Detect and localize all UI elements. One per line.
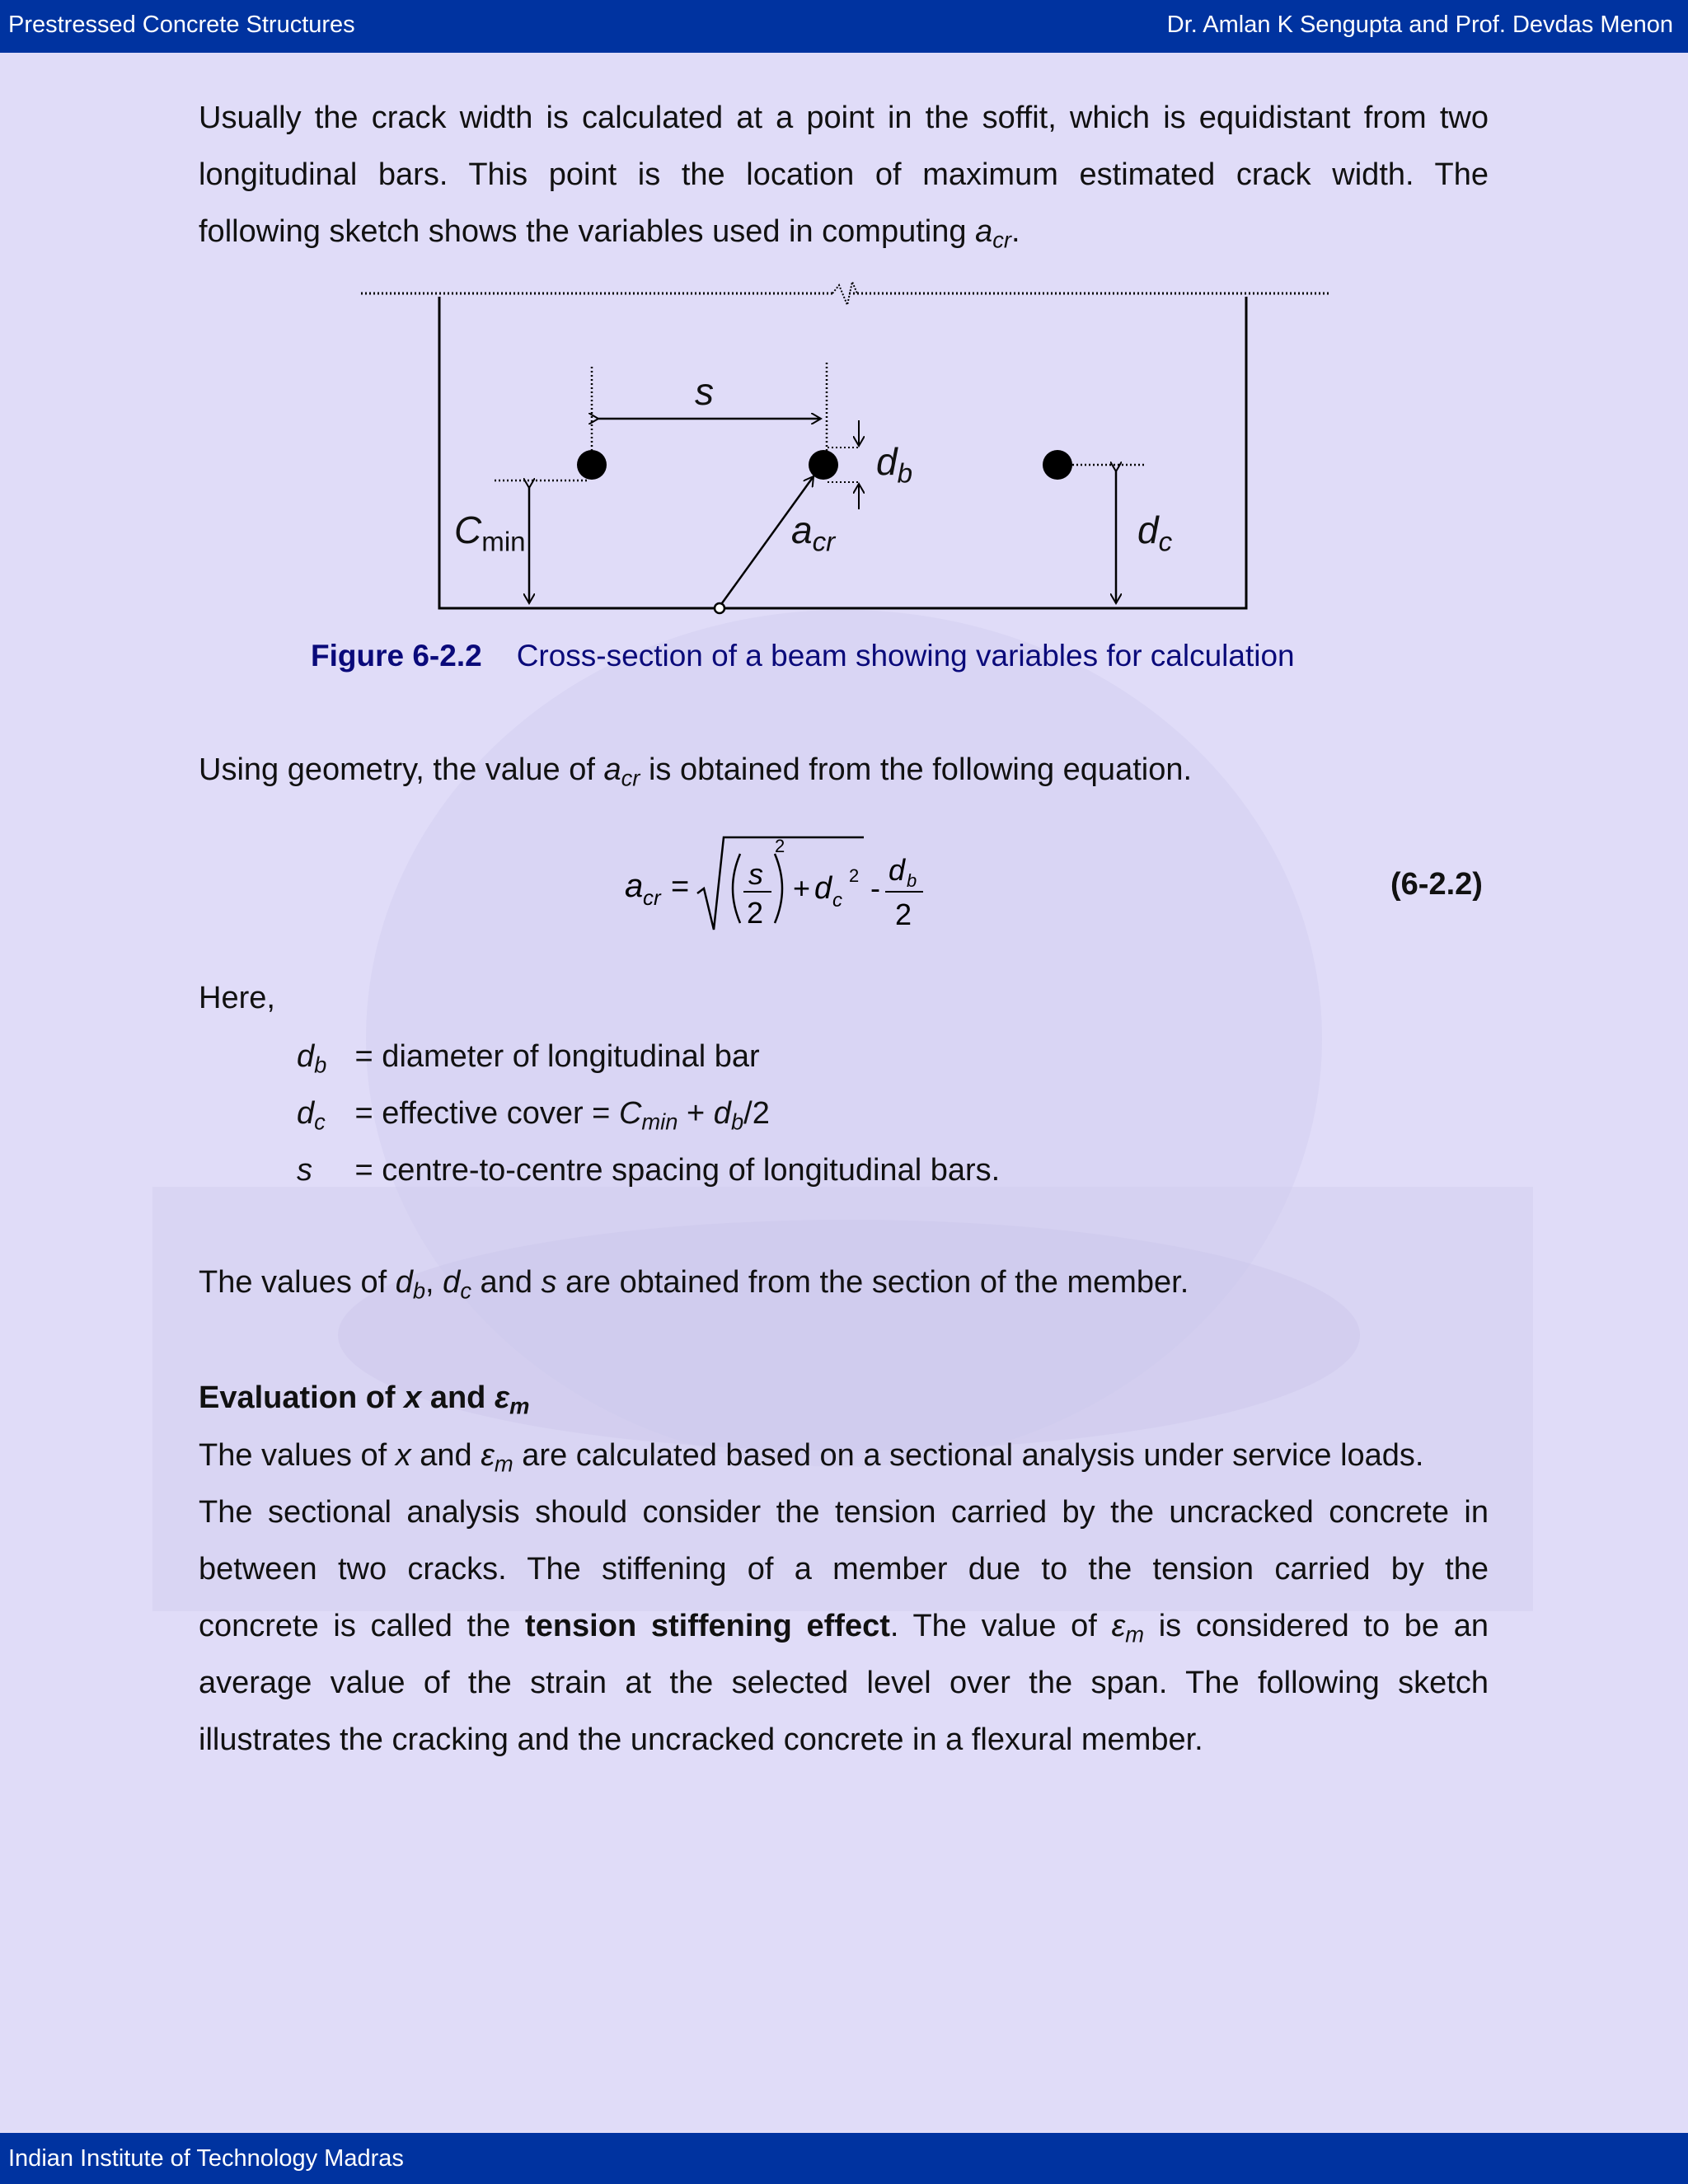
svg-text:-: -	[870, 871, 880, 905]
def-dc: $d_c$ = effective cover = $C_{min} + d_b/2$	[297, 1096, 770, 1135]
intro-line-1: Usually the crack width is calculated at a point in the soffit, which is equidistant from two	[199, 101, 1489, 135]
para4-line-2: The sectional analysis should consider the tension carried by the uncracked concrete in	[199, 1495, 1489, 1530]
intro-paragraph	[199, 90, 1489, 260]
def-db: $d_b$ = diameter of longitudinal bar	[297, 1039, 760, 1078]
svg-text:b: b	[907, 870, 917, 891]
page-footer	[0, 2133, 1688, 2184]
svg-text:cr: cr	[643, 885, 661, 910]
geometry-sentence: Using geometry, the value of $a_{cr}$ is obtained from the following equation.	[199, 752, 1193, 791]
bar-middle	[809, 450, 838, 480]
equation-number: (6-2.2)	[1390, 867, 1483, 902]
values-sentence: The values of $d_b$, $d_c$ and s are obtained from the section of the member.	[199, 1265, 1189, 1304]
header-course-title: Prestressed Concrete Structures	[8, 12, 355, 38]
footer-institute: Indian Institute of Technology Madras	[8, 2145, 404, 2172]
para4-line-1: The values of x and $\varepsilon_m$ are calculated based on a sectional analysis under service loads.	[199, 1438, 1424, 1477]
tension-stiffening-paragraph	[199, 1427, 1489, 1769]
para4-line-6: illustrates the cracking and the uncracked concrete in a flexural member.	[199, 1722, 1203, 1757]
para4-line-4: concrete is called the tension stiffening effect. The value of $\varepsilon_m$ is considered to be an	[199, 1609, 1489, 1647]
header-authors: Dr. Amlan K Sengupta and Prof. Devdas Menon	[1166, 12, 1673, 38]
figure-caption-text: Cross-section of a beam showing variables for calculation	[516, 639, 1295, 673]
label-dc: $d_c$	[1137, 509, 1173, 558]
intro-line-2: longitudinal bars. This point is the location of maximum estimated crack width. The	[199, 157, 1489, 192]
svg-text:2: 2	[895, 898, 912, 931]
svg-text:2: 2	[849, 865, 860, 886]
svg-text:2: 2	[747, 896, 764, 930]
label-s: s	[695, 370, 714, 413]
svg-text:2: 2	[775, 836, 785, 856]
svg-text:=: =	[671, 869, 690, 904]
svg-text:d: d	[889, 853, 906, 887]
figure-number: Figure 6-2.2	[311, 639, 482, 673]
para4-line-5: average value of the strain at the selected level over the span. The following sketch	[199, 1666, 1489, 1700]
intro-line-3: following sketch shows the variables used in computing $a_{cr}$.	[199, 214, 1020, 253]
here-label: Here,	[199, 981, 275, 1015]
label-acr: $a_{cr}$	[791, 509, 836, 558]
svg-text:c: c	[832, 889, 842, 912]
acr-equation	[610, 824, 956, 948]
def-s: s = centre-to-centre spacing of longitudinal bars.	[297, 1153, 1001, 1188]
bar-right	[1043, 450, 1072, 480]
section-heading: Evaluation of x and $\varepsilon_m$	[199, 1380, 530, 1419]
svg-text:d: d	[814, 871, 832, 906]
figure-caption	[311, 639, 1295, 673]
label-cmin: $C_{min}$	[454, 509, 526, 558]
svg-text:s: s	[748, 857, 763, 891]
beam-outline	[439, 297, 1246, 608]
label-db: $d_b$	[876, 440, 913, 490]
bar-left	[577, 450, 607, 480]
svg-text:+: +	[793, 871, 811, 905]
beam-cross-section-figure	[354, 280, 1343, 626]
para4-line-3: between two cracks. The stiffening of a member due to the tension carried by the	[199, 1552, 1489, 1586]
svg-text:a: a	[625, 868, 644, 904]
